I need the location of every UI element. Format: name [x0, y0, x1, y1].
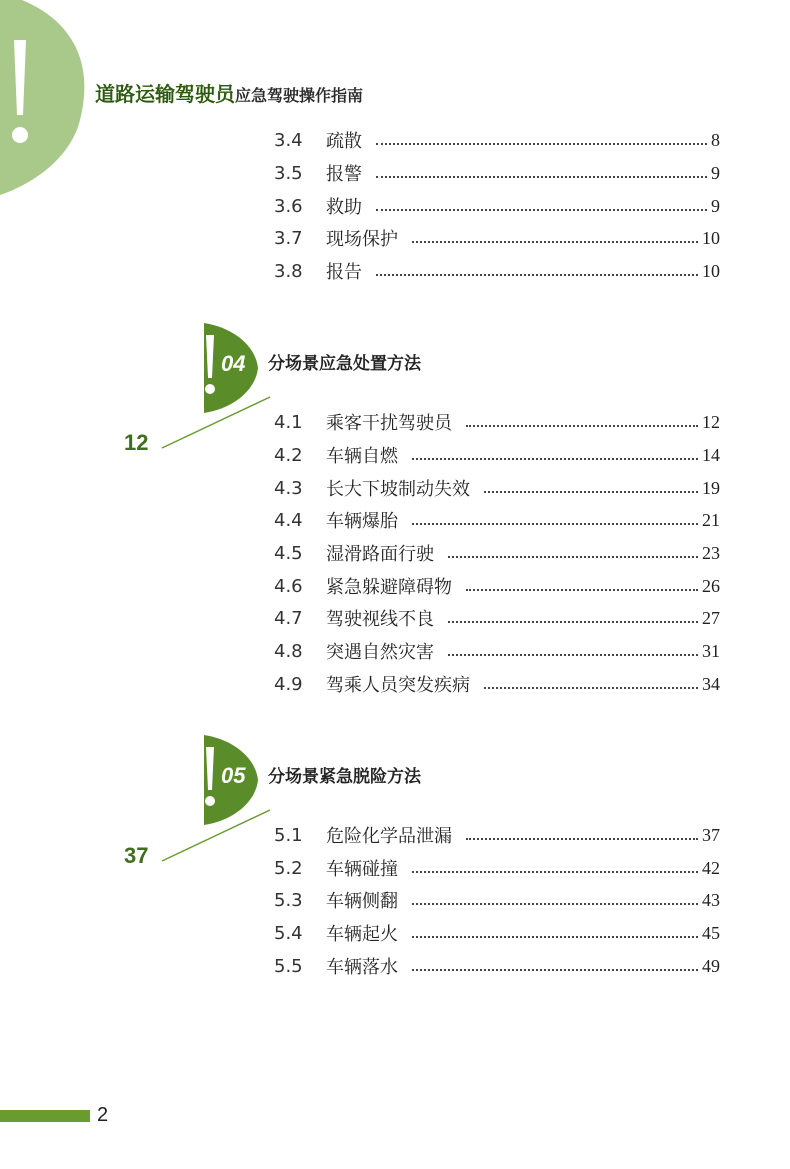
dot-leader — [484, 491, 698, 493]
toc-item-number: 5.1 — [274, 824, 303, 846]
toc-item[interactable] — [274, 442, 720, 468]
toc-item-title: 突遇自然灾害 — [326, 642, 434, 663]
toc-item-number: 5.3 — [274, 889, 303, 911]
section-leader-line — [160, 808, 280, 863]
toc-item-number: 4.2 — [274, 444, 303, 466]
toc-item-number: 4.4 — [274, 509, 303, 531]
toc-item-page: 9 — [711, 195, 720, 216]
dot-leader — [448, 556, 698, 558]
toc-item-page: 42 — [702, 857, 720, 878]
toc-item-number: 5.5 — [274, 955, 303, 977]
toc-item-page: 31 — [702, 640, 720, 661]
toc-item-page: 27 — [702, 607, 720, 628]
toc-item-page: 37 — [702, 824, 720, 845]
toc-item[interactable] — [274, 507, 720, 533]
toc-item[interactable] — [274, 855, 720, 881]
toc-item-page: 10 — [702, 227, 720, 248]
section-start-page: 12 — [124, 430, 149, 455]
toc-item[interactable] — [274, 160, 720, 186]
header-title — [95, 78, 363, 107]
toc-item-page: 12 — [702, 411, 720, 432]
dot-leader — [412, 523, 698, 525]
toc-item-title: 疏散 — [326, 131, 362, 152]
toc-item-title: 紧急躲避障碍物 — [326, 577, 452, 598]
toc-item-number: 4.7 — [274, 607, 303, 629]
section-number: 05 — [221, 763, 246, 788]
book-subtitle: 应急驾驶操作指南 — [235, 86, 364, 105]
toc-item[interactable] — [274, 605, 720, 631]
toc-item-title: 车辆自燃 — [326, 446, 398, 467]
toc-item-page: 21 — [702, 509, 720, 530]
dot-leader — [376, 209, 707, 211]
toc-item-number: 4.5 — [274, 542, 303, 564]
section-start-page: 37 — [124, 843, 149, 868]
toc-item-number: 3.5 — [274, 162, 303, 184]
toc-item[interactable] — [274, 573, 720, 599]
toc-item-page: 49 — [702, 955, 720, 976]
toc-item[interactable] — [274, 475, 720, 501]
toc-item[interactable] — [274, 671, 720, 697]
toc-item[interactable] — [274, 953, 720, 979]
toc-item-page: 19 — [702, 477, 720, 498]
page-number: 2 — [97, 1104, 109, 1126]
toc-item-number: 4.8 — [274, 640, 303, 662]
toc-item-title: 车辆侧翻 — [326, 891, 398, 912]
dot-leader — [448, 621, 698, 623]
toc-item[interactable] — [274, 920, 720, 946]
toc-item-title: 长大下坡制动失效 — [326, 479, 470, 500]
toc-item-title: 现场保护 — [326, 229, 398, 250]
dot-leader — [412, 903, 698, 905]
toc-item-page: 14 — [702, 444, 720, 465]
toc-item-title: 驾驶视线不良 — [326, 609, 434, 630]
toc-item-page: 43 — [702, 889, 720, 910]
toc-item-title: 危险化学品泄漏 — [326, 826, 452, 847]
toc-item-number: 4.6 — [274, 575, 303, 597]
toc-item-title: 报警 — [326, 164, 362, 185]
toc-item-title: 车辆落水 — [326, 957, 398, 978]
toc-item-number: 3.6 — [274, 195, 303, 217]
toc-item-page: 45 — [702, 922, 720, 943]
toc-item-title: 湿滑路面行驶 — [326, 544, 434, 565]
toc-item-number: 3.4 — [274, 129, 303, 151]
toc-item[interactable] — [274, 127, 720, 153]
toc-item[interactable] — [274, 822, 720, 848]
toc-item-title: 车辆爆胎 — [326, 511, 398, 532]
toc-item[interactable] — [274, 887, 720, 913]
dot-leader — [376, 176, 707, 178]
toc-item[interactable] — [274, 540, 720, 566]
toc-item-number: 5.4 — [274, 922, 303, 944]
toc-item[interactable] — [274, 258, 720, 284]
dot-leader — [412, 936, 698, 938]
section-title[interactable]: 分场景紧急脱险方法 — [268, 767, 421, 787]
dot-leader — [484, 687, 698, 689]
toc-item[interactable] — [274, 638, 720, 664]
toc-item-title: 乘客干扰驾驶员 — [326, 413, 452, 434]
toc-item-page: 34 — [702, 673, 720, 694]
corner-warning-leaf — [0, 0, 100, 200]
toc-item-number: 4.1 — [274, 411, 303, 433]
toc-item-title: 救助 — [326, 197, 362, 218]
toc-item-number: 3.7 — [274, 227, 303, 249]
toc-item[interactable] — [274, 409, 720, 435]
dot-leader — [466, 589, 698, 591]
toc-item[interactable] — [274, 193, 720, 219]
toc-item-number: 5.2 — [274, 857, 303, 879]
footer-accent-bar — [0, 1110, 90, 1122]
section-title[interactable]: 分场景应急处置方法 — [268, 354, 421, 374]
toc-item-title: 驾乘人员突发疾病 — [326, 675, 470, 696]
dot-leader — [466, 838, 698, 840]
book-title: 道路运输驾驶员 — [95, 82, 235, 106]
toc-item-number: 4.3 — [274, 477, 303, 499]
toc-item-page: 26 — [702, 575, 720, 596]
dot-leader — [412, 969, 698, 971]
toc-item-title: 车辆起火 — [326, 924, 398, 945]
toc-item-page: 10 — [702, 260, 720, 281]
toc-item[interactable] — [274, 225, 720, 251]
toc-item-page: 9 — [711, 162, 720, 183]
dot-leader — [412, 458, 698, 460]
dot-leader — [412, 241, 698, 243]
section-number: 04 — [221, 351, 246, 376]
toc-item-title: 报告 — [326, 262, 362, 283]
dot-leader — [376, 274, 698, 276]
toc-item-page: 8 — [711, 129, 720, 150]
dot-leader — [448, 654, 698, 656]
dot-leader — [412, 871, 698, 873]
dot-leader — [376, 143, 707, 145]
dot-leader — [466, 425, 698, 427]
toc-item-number: 4.9 — [274, 673, 303, 695]
toc-item-number: 3.8 — [274, 260, 303, 282]
section-leader-line — [160, 395, 280, 450]
toc-item-title: 车辆碰撞 — [326, 859, 398, 880]
toc-item-page: 23 — [702, 542, 720, 563]
